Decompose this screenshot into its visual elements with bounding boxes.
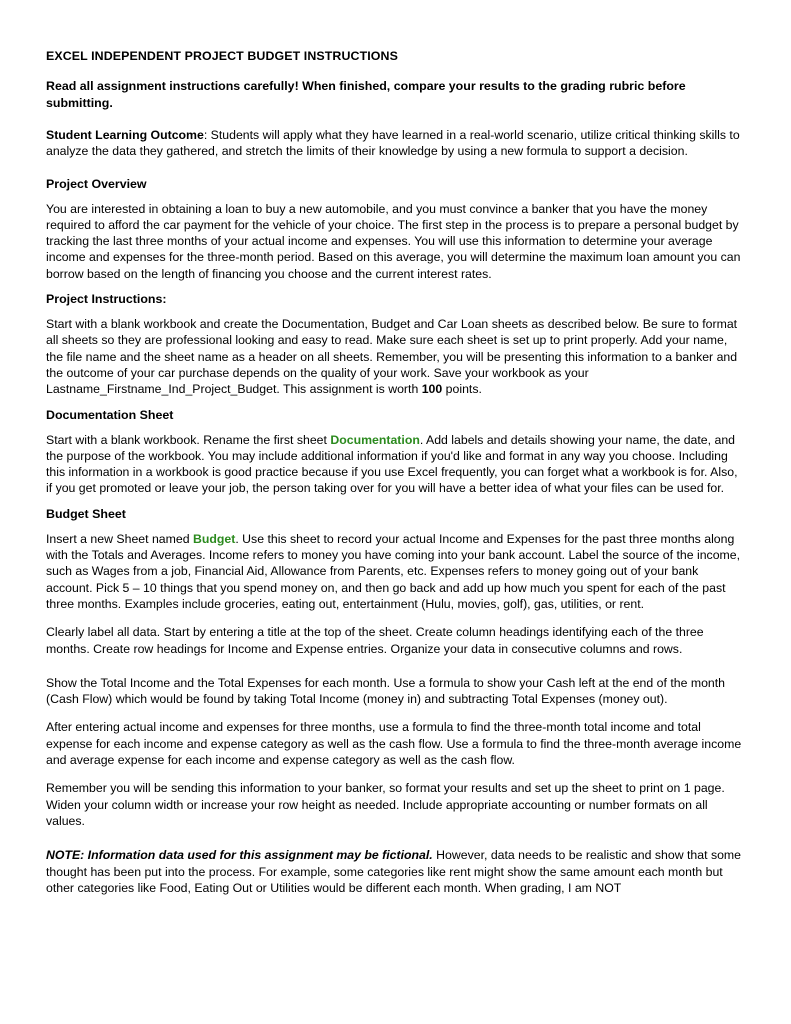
budget-heading: Budget Sheet <box>46 506 126 521</box>
note-text: However, data needs to be realistic and show that some thought has been put into the process. For example, some categories like rent might show the same amount each month but other categories like Food, Eating Out or Utilities would be different each month. When grading, I am NOT <box>46 848 742 895</box>
documentation-text-part1: Start with a blank workbook. Rename the first sheet <box>46 432 331 447</box>
documentation-sheet-name: Documentation <box>330 432 420 447</box>
budget-paragraph-3: Show the Total Income and the Total Expenses for each month. Use a formula to show your Cash left at the end of the month (Cash Flow) which would be found by taking Total Income (money in) and subtracting Total Expenses (money out). <box>46 675 726 707</box>
points-value: 100 <box>421 382 443 397</box>
intro-instruction: Read all assignment instructions carefully! When finished, compare your results to the grading rubric before submitting. <box>46 79 686 110</box>
documentation-heading: Documentation Sheet <box>46 407 174 422</box>
learning-outcome-text: Students will apply what they have learned in a real-world scenario, utilize critical thinking skills to analyze the data they gathered, and stretch the limits of their knowledge by using a new formula to support a decision. <box>46 128 740 159</box>
documentation-text <box>46 432 746 497</box>
learning-outcome-label: Student Learning Outcome <box>46 128 204 142</box>
note-paragraph <box>46 847 746 896</box>
instructions-heading: Project Instructions: <box>46 292 167 307</box>
budget-sheet-name: Budget <box>192 531 236 546</box>
budget-paragraph-5: Remember you will be sending this information to your banker, so format your results and set up the sheet to print on 1 page. Widen your column width or increase your row height as needed. Include appropriate accounting or number formats on all values. <box>46 781 725 828</box>
budget-p1-part2: . Use this sheet to record your actual Income and Expenses for the past three months along with the Totals and Averages. Income refers to money you have coming into your bank account. Label the source of the income, such as Wages from a job, Financial Aid, Allowance from Parents, etc. Expenses refers to money going out of your bank account. Pick 5 – 10 things that you spend money on, and then go back and add up how much you spent for each of the past three months. Examples include groceries, eating out, entertainment (Hulu, movies, golf), gas, utilities, or rent. <box>46 531 741 611</box>
document-title: EXCEL INDEPENDENT PROJECT BUDGET INSTRUCTIONS <box>46 49 398 63</box>
learning-outcome-colon: : <box>203 128 208 142</box>
documentation-text-part2: . Add labels and details showing your name, the date, and the purpose of the workbook. You may include additional information if you'd like and format in any way you choose. Including this information in a workbook is good practice because if you use Excel frequently, you can forget what a workbook is for. Also, if you get promoted or leave your job, the person taking over for you will have a better idea of what your files can be used for. <box>46 432 738 496</box>
budget-paragraph-1 <box>46 531 746 612</box>
budget-p1-part1: Insert a new Sheet named <box>46 531 193 546</box>
note-label: NOTE: Information data used for this assignment may be fictional. <box>46 848 433 863</box>
budget-paragraph-4: After entering actual income and expenses for three months, use a formula to find the three-month total income and total expense for each income and expense category as well as the cash flow. Use a formula to find the three-month average income and average expense for each income and expense category as well as the cash flow. <box>46 720 742 768</box>
instructions-text <box>46 316 746 397</box>
learning-outcome-paragraph <box>46 127 746 160</box>
document-page <box>46 48 746 896</box>
overview-heading: Project Overview <box>46 176 147 191</box>
budget-paragraph-2: Clearly label all data. Start by entering a title at the top of the sheet. Create column headings identifying each of the three months. Create row headings for Income and Expense entries. Organize your data in consecutive columns and rows. <box>46 625 704 656</box>
overview-text: You are interested in obtaining a loan to buy a new automobile, and you must convince a banker that you have the money required to afford the car payment for the vehicle of your choice. The first step in the process is to prepare a personal budget by tracking the last three months of your actual income and expenses. You will use this information to determine your average income and expenses for the three-month period. Based on this average, you will determine the maximum loan amount you can borrow based on the length of financing you choose and the current interest rates. <box>46 201 741 281</box>
instructions-text-part2: points. <box>442 382 482 397</box>
instructions-text-part1: Start with a blank workbook and create the Documentation, Budget and Car Loan sheets as described below. Be sure to format all sheets so they are professional looking and easy to read. Make sure each sheet is set up to print properly. Add your name, the file name and the sheet name as a header on all sheets. Remember, you will be presenting this information to a banker and the outcome of your car purchase depends on the quality of your work. Save your workbook as your Lastname_Firstname_Ind_Project_Budget. This assignment is worth <box>46 317 738 397</box>
